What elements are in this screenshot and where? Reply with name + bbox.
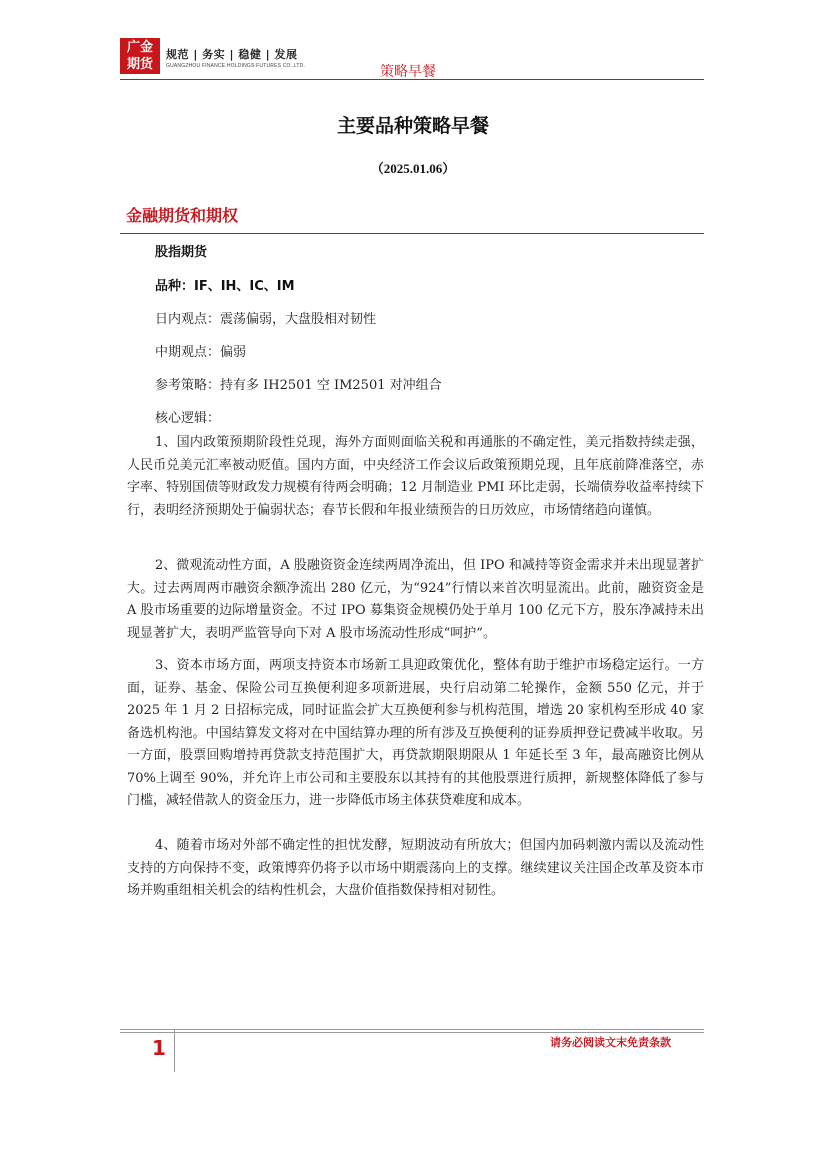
logo-line-2: 期货 <box>126 57 153 72</box>
logic-paragraph-1: 1、国内政策预期阶段性兑现，海外方面则面临关税和再通胀的不确定性，美元指数持续走强，人民币兑美元汇率被动贬值。国内方面，中央经济工作会议后政策预期兑现，且年底前降准落空，赤字率、特别国债等财政发力规模有待两会明确；12 月制造业 PMI 环比走弱，长端债券收益率持续下行，表明经济预期处于偏弱状态；春节长假和年报业绩预告的日历效应，市场情绪趋向谨慎。 <box>127 435 704 518</box>
footer-vertical-divider <box>174 1030 175 1072</box>
footer-divider-secondary <box>120 1032 704 1033</box>
reference-strategy: 参考策略：持有多 IH2501 空 IM2501 对冲组合 <box>155 378 442 393</box>
footer-divider <box>120 1029 704 1030</box>
variety-line: 品种：IF、IH、IC、IM <box>155 279 295 294</box>
logic-paragraph-2: 2、微观流动性方面，A 股融资资金连续两周净流出，但 IPO 和减持等资金需求并未出现显著扩大。过去两周两市融资余额净流出 280 亿元，为“924”行情以来首次明显流出。此前，融资资金是 A 股市场重要的边际增量资金。不过 IPO 募集资金规模仍处于单月 100 亿元下方，股东净减持未出现显著扩大，表明严监管导向下对 A 股市场流动性形成“呵护”。 <box>127 558 704 641</box>
page-number: 1 <box>152 1036 166 1060</box>
company-english-name: GUANGZHOU FINANCE HOLDINGS FUTURES CO.,LTD. <box>166 63 306 69</box>
header-title: 策略早餐 <box>380 64 436 80</box>
logo-line-1: 广金 <box>126 40 153 55</box>
logic-paragraph-4: 4、随着市场对外部不确定性的担忧发酵，短期波动有所放大；但国内加码刺激内需以及流动性支持的方向保持不变，政策博弈仍将予以市场中期震荡向上的支撑。继续建议关注国企改革及资本市场并购重组相关机会的结构性机会，大盘价值指数保持相对韧性。 <box>127 838 704 898</box>
subsection-title: 股指期货 <box>155 245 208 260</box>
company-slogan: 规范 | 务实 | 稳健 | 发展 <box>166 48 298 61</box>
section-title: 金融期货和期权 <box>126 206 239 225</box>
logic-paragraph-3: 3、资本市场方面，两项支持资本市场新工具迎政策优化，整体有助于维护市场稳定运行。一方面，证券、基金、保险公司互换便利迎多项新进展，央行启动第二轮操作，金额 550 亿元，并于 2025 年 1 月 2 日招标完成，同时证监会扩大互换便利参与机构范围，增选 20 家机构至形成 40 家备选机构池。中国结算发文将对在中国结算办理的所有涉及互换便利的证券质押登记费减半收取。另一方面，股票回购增持再贷款支持范围扩大，再贷款期限期限从 1 年延长至 3 年，最高融资比例从 70%上调至 90%，并允许上市公司和主要股东以其持有的其他股票进行质押，新规整体降低了参与门槛，减轻借款人的资金压力，进一步降低市场主体获贷难度和成本。 <box>127 658 704 808</box>
section-divider <box>120 233 704 234</box>
header-divider <box>120 79 704 80</box>
core-logic-label: 核心逻辑： <box>155 411 221 426</box>
intraday-view: 日内观点：震荡偏弱，大盘股相对韧性 <box>155 312 377 327</box>
document-title: 主要品种策略早餐 <box>336 115 489 137</box>
document-date: （2025.01.06） <box>370 161 456 176</box>
company-logo <box>120 38 160 74</box>
disclaimer-note: 请务必阅读文末免责条款 <box>550 1036 671 1049</box>
midterm-view: 中期观点：偏弱 <box>155 345 247 360</box>
